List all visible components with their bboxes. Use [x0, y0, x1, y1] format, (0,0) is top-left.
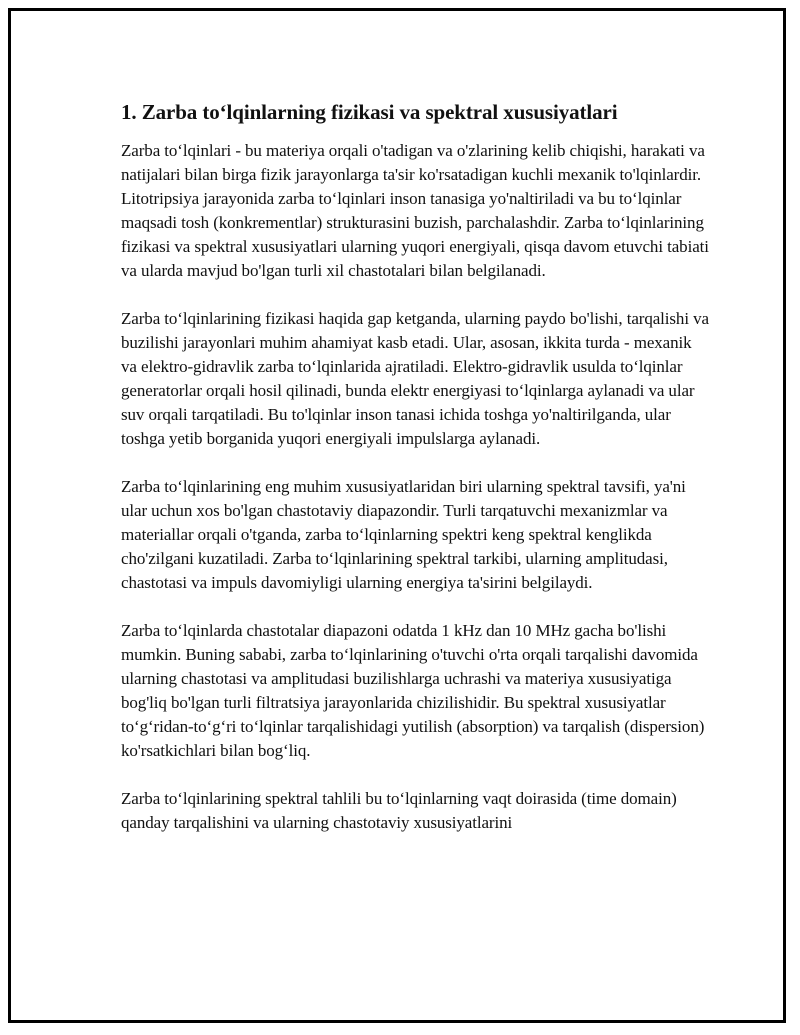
- paragraph-1: Zarba to‘lqinlari - bu materiya orqali o'tadigan va o'zlarining kelib chiqishi, harakati va natijalari bilan birga fizik jarayonlarga ta'sir ko'rsatadigan kuchli mexanik to'lqinlardir. Litotripsiya jarayonida zarba to‘lqinlari inson tanasiga yo'naltiriladi va bu to‘lqinlar maqsadi tosh (konkrementlar) strukturasini buzish, parchalashdir. Zarba to‘lqinlarining fizikasi va spektral xususiyatlari ularning yuqori energiyali, qisqa davom etuvchi tabiati va ularda mavjud bo'lgan turli xil chastotalari bilan belgilanadi.: [121, 141, 709, 280]
- document-body: [121, 99, 711, 859]
- paragraph-2: Zarba to‘lqinlarining fizikasi haqida gap ketganda, ularning paydo bo'lishi, tarqalishi va buzilishi jarayonlari muhim ahamiyat kasb etadi. Ular, asosan, ikkita turda - mexanik va elektro-gidravlik zarba to‘lqinlarida ajratiladi. Elektro-gidravlik usulda to‘lqinlar generatorlar orqali hosil qilinadi, bunda elektr energiyasi to‘lqinlarga aylanadi va ular suv orqali tarqatiladi. Bu to'lqinlar inson tanasi ichida toshga yo'naltirilganda, ular toshga yetib borganida yuqori energiyali impulslarga aylanadi.: [121, 309, 709, 448]
- paragraph-4: Zarba to‘lqinlarda chastotalar diapazoni odatda 1 kHz dan 10 MHz gacha bo'lishi mumkin. Buning sababi, zarba to‘lqinlarining o'tuvchi o'rta orqali tarqalishi davomida ularning chastotasi va amplitudasi buzilishlarga uchrashi va materiya xususiyatiga bog'liq bo'lgan turli filtratsiya jarayonlarida chizilishidir. Bu spektral xususiyatlar to‘g‘ridan-to‘g‘ri to‘lqinlar tarqalishidagi yutilish (absorption) va tarqalish (dispersion) ko'rsatkichlari bilan bog‘liq.: [121, 621, 705, 760]
- page-frame: [8, 8, 786, 1023]
- paragraph-5: Zarba to‘lqinlarining spektral tahlili bu to‘lqinlarning vaqt doirasida (time domain) qanday tarqalishini va ularning chastotaviy xususiyatlarini: [121, 789, 677, 832]
- paragraph-3: Zarba to‘lqinlarining eng muhim xususiyatlaridan biri ularning spektral tavsifi, ya'ni ular uchun xos bo'lgan chastotaviy diapazondir. Turli tarqatuvchi mexanizmlar va materiallar orqali o'tganda, zarba to‘lqinlarning spektri keng spektral kenglikda cho'zilgani kuzatiladi. Zarba to‘lqinlarining spektral tarkibi, ularning amplitudasi, chastotasi va impuls davomiyligi ularning energiya ta'sirini belgilaydi.: [121, 477, 686, 592]
- section-heading: 1. Zarba to‘lqinlarning fizikasi va spektral xususiyatlari: [121, 100, 618, 124]
